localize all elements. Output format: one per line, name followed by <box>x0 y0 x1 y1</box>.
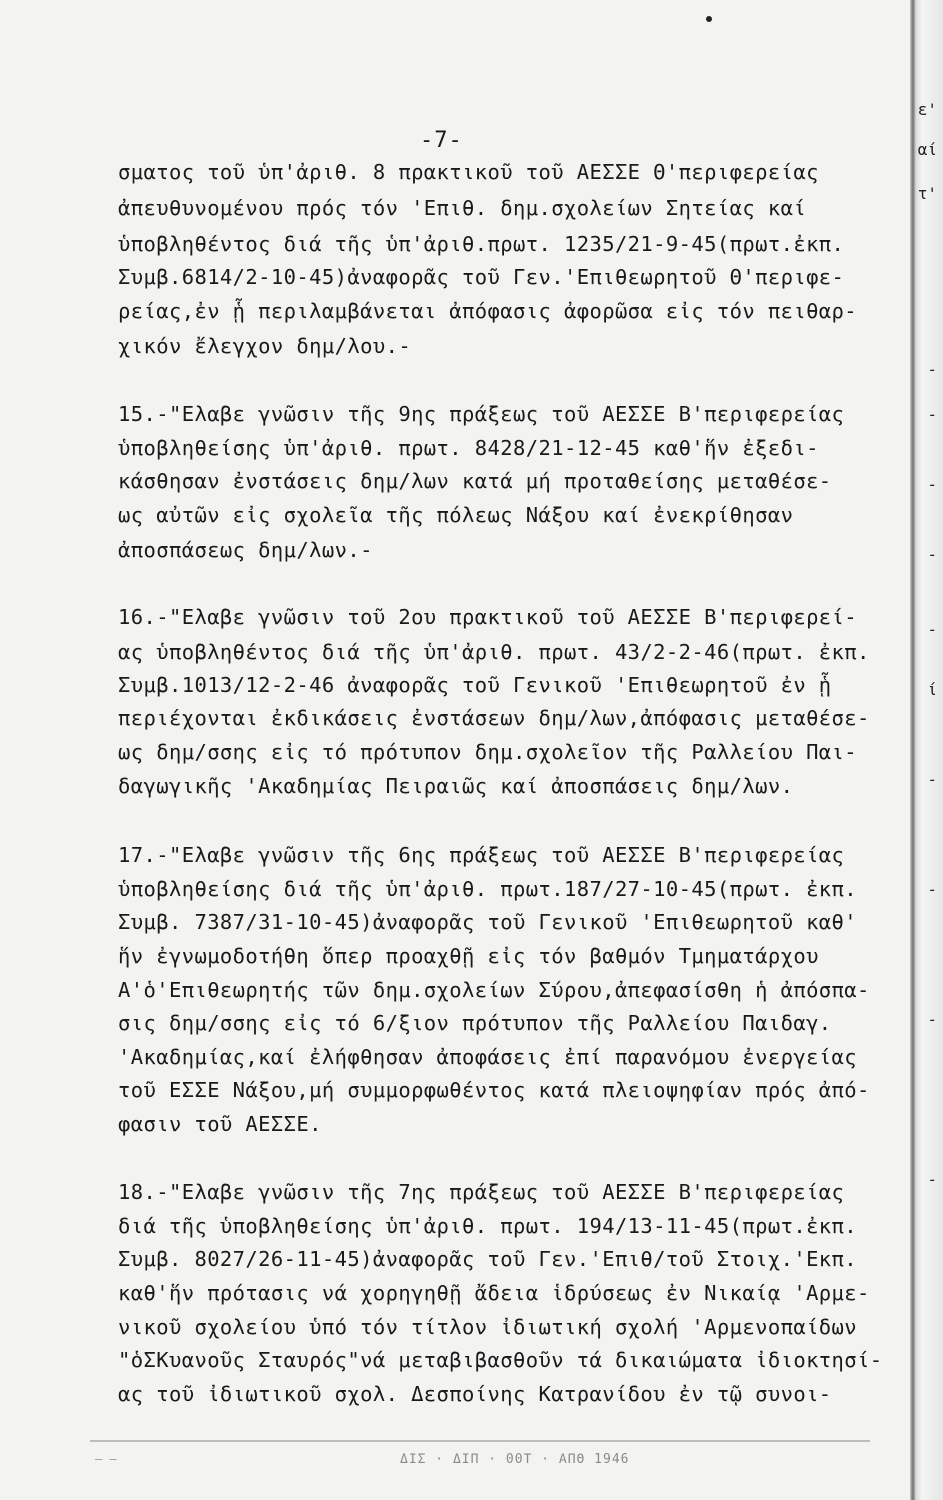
page-binding-edge <box>910 0 943 1500</box>
text-line: ἀποσπάσεως δημ/λων.- <box>118 538 373 562</box>
text-line: ως δημ/σσης εἰς τό πρότυπον δημ.σχολεῖον τῆς Ραλλείου Παι- <box>118 740 858 764</box>
text-line: ρείας,ἐν ᾗ περιλαμβάνεται ἀπόφασις ἀφορῶσα εἰς τόν πειθαρ- <box>118 299 858 323</box>
binding-mark: - <box>927 360 937 379</box>
binding-mark: αί <box>917 140 937 159</box>
binding-mark: τ' <box>917 184 937 203</box>
binding-mark: - <box>927 620 937 639</box>
text-line: "ὁΣΚυανοῦς Σταυρός"νά μεταβιβασθοῦν τά δικαιώματα ἰδιοκτησί- <box>118 1348 883 1372</box>
text-line: καθ'ἥν πρότασις νά χορηγηθῇ ἄδεια ἱδρύσεως ἐν Νικαίᾳ 'Αρμε- <box>118 1281 870 1305</box>
page-number: -7- <box>420 128 463 153</box>
text-line: Συμβ.1013/12-2-46 ἀναφορᾶς τοῦ Γενικοῦ 'Επιθεωρητοῦ ἐν ᾗ <box>118 673 832 697</box>
text-line: 16.-"Ελαβε γνῶσιν τοῦ 2ου πρακτικοῦ τοῦ ΑΕΣΣΕ Β'περιφερεί- <box>118 605 858 629</box>
text-line: ἥν ἐγνωμοδοτήθη ὅπερ προαχθῇ εἰς τόν βαθμόν Τμηματάρχου <box>118 944 819 968</box>
binding-mark: ί <box>927 680 937 699</box>
text-line: νικοῦ σχολείου ὑπό τόν τίτλον ἰδιωτική σχολή 'Αρμενοπαίδων <box>118 1315 858 1339</box>
text-line: Α'ὁ'Επιθεωρητής τῶν δημ.σχολείων Σύρου,ἀπεφασίσθη ἡ ἀπόσπα- <box>118 978 870 1002</box>
text-line: 17.-"Ελαβε γνῶσιν τῆς 6ης πράξεως τοῦ ΑΕΣΣΕ Β'περιφερείας <box>118 843 845 867</box>
text-line: ὑποβληθέντος διά τῆς ὑπ'ἀριθ.πρωτ. 1235/21-9-45(πρωτ.ἐκπ. <box>118 232 845 256</box>
text-line: 18.-"Ελαβε γνῶσιν τῆς 7ης πράξεως τοῦ ΑΕΣΣΕ Β'περιφερείας <box>118 1180 845 1204</box>
binding-mark: - <box>927 770 937 789</box>
text-line: ας ὑποβληθέντος διά τῆς ὑπ'ἀριθ. πρωτ. 43/2-2-46(πρωτ. ἐκπ. <box>118 640 870 664</box>
text-line: σις δημ/σσης εἰς τό 6/ξιον πρότυπον τῆς Ραλλείου Παιδαγ. <box>118 1011 832 1035</box>
binding-mark: - <box>927 1010 937 1029</box>
text-line: 'Ακαδημίας,καί ἐλήφθησαν ἀποφάσεις ἐπί παρανόμου ἐνεργείας <box>118 1045 858 1069</box>
footer-rule <box>90 1440 870 1442</box>
text-line: σματος τοῦ ὑπ'ἀριθ. 8 πρακτικοῦ τοῦ ΑΕΣΣΕ Θ'περιφερείας <box>118 160 819 184</box>
text-line: ας τοῦ ἰδιωτικοῦ σχολ. Δεσποίνης Κατρανίδου ἐν τῷ συνοι- <box>118 1382 832 1406</box>
text-line: φασιν τοῦ ΑΕΣΣΕ. <box>118 1112 322 1136</box>
text-line: ως αὐτῶν εἰς σχολεῖα τῆς πόλεως Νάξου καί ἐνεκρίθησαν <box>118 503 794 527</box>
binding-mark: - <box>927 405 937 424</box>
binding-mark: - <box>927 880 937 899</box>
ink-dot <box>706 16 712 22</box>
text-line: διά τῆς ὑποβληθείσης ὑπ'ἀριθ. πρωτ. 194/13-11-45(πρωτ.ἐκπ. <box>118 1214 858 1238</box>
text-line: 15.-"Ελαβε γνῶσιν τῆς 9ης πράξεως τοῦ ΑΕΣΣΕ Β'περιφερείας <box>118 402 845 426</box>
binding-mark: - <box>927 475 937 494</box>
footer-stamp: ΔΙΣ · ΔΙΠ · 00Τ · ΑΠΘ 1946 <box>400 1452 630 1467</box>
text-line: περιέχονται ἐκδικάσεις ἐνστάσεων δημ/λων,ἀπόφασις μεταθέσε- <box>118 706 870 730</box>
footer-left-marks: — — <box>95 1452 117 1466</box>
text-line: δαγωγικῆς 'Ακαδημίας Πειραιῶς καί ἀποσπάσεις δημ/λων. <box>118 774 794 798</box>
text-line: κάσθησαν ἐνστάσεις δημ/λων κατά μή προταθείσης μεταθέσε- <box>118 469 832 493</box>
binding-mark: ε' <box>917 100 937 119</box>
text-line: ἀπευθυνομένου πρός τόν 'Επιθ. δημ.σχολείων Σητείας καί <box>118 196 807 220</box>
text-line: ὑποβληθείσης διά τῆς ὑπ'ἀριθ. πρωτ.187/27-10-45(πρωτ. ἐκπ. <box>118 877 858 901</box>
text-line: τοῦ ΕΣΣΕ Νάξου,μή συμμορφωθέντος κατά πλειοψηφίαν πρός ἀπό- <box>118 1078 870 1102</box>
text-line: Συμβ. 8027/26-11-45)ἀναφορᾶς τοῦ Γεν.'Επιθ/τοῦ Στοιχ.'Εκπ. <box>118 1247 858 1271</box>
text-line: χικόν ἔλεγχον δημ/λου.- <box>118 334 412 358</box>
binding-mark: - <box>927 1170 937 1189</box>
text-line: ὑποβληθείσης ὑπ'ἀριθ. πρωτ. 8428/21-12-45 καθ'ἥν ἐξεδι- <box>118 436 819 460</box>
text-line: Συμβ. 7387/31-10-45)ἀναφορᾶς τοῦ Γενικοῦ 'Επιθεωρητοῦ καθ' <box>118 910 858 934</box>
binding-mark: - <box>927 545 937 564</box>
text-line: Συμβ.6814/2-10-45)ἀναφορᾶς τοῦ Γεν.'Επιθεωρητοῦ Θ'περιφε- <box>118 265 845 289</box>
